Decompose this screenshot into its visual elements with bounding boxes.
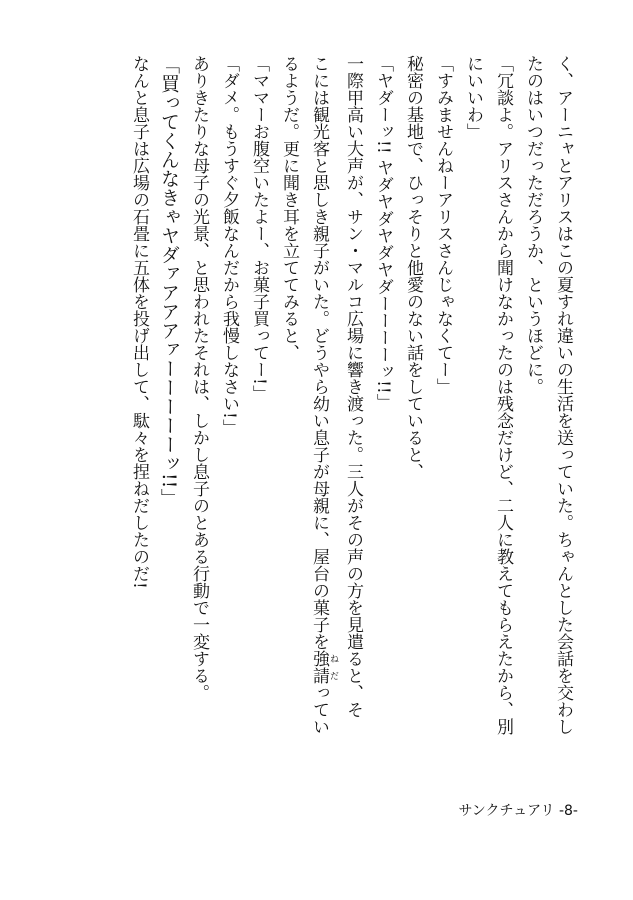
text-line: るようだ。更に聞き耳を立ててみると、	[279, 55, 299, 361]
text-line: こには観光客と思しき親子がいた。どうやら幼い息子が母親に、屋台の菓子を強請 ねだってい	[309, 55, 338, 735]
text-line: 「買ってくんなきゃヤダァアアアァーーーーーッ!!」	[158, 55, 180, 508]
text-line: 「ママーお腹空いたよー、お菓子買ってー!」	[249, 55, 269, 402]
text-line: く、アーニャとアリスはこの夏すれ違いの生活を送っていた。ちゃんとした会話を交わし	[553, 55, 573, 735]
text-line: にいいわ」	[463, 55, 483, 140]
text-line: 秘密の基地で、ひっそりと他愛のない話をしていると、	[403, 55, 423, 480]
text-line: 一際甲高い大声が、サン・マルコ広場に響き渡った。三人がその声の方を見遣ると、そ	[343, 55, 363, 718]
text-line: ありきたりな母子の光景、と思われたそれは、しかし息子のとある行動で一変する。	[189, 55, 209, 701]
text-line: たのはいつだっただろうか、というほどに。	[523, 55, 543, 395]
text-line: なんと息子は広場の石畳に五体を投げ出して、駄々を捏ねだしたのだ!	[129, 55, 149, 589]
vertical-text-block	[124, 55, 578, 775]
text-line: 「冗談よ。アリスさんから聞けなかったのは残念だけど、二人に教えてもらえたから、別	[493, 55, 513, 735]
text-line: 「ダメ。もうすぐ夕飯なんだから我慢しなさい!」	[219, 55, 239, 436]
ruby-word: 強請 ねだ	[309, 650, 338, 684]
ruby-reading: ねだ	[328, 650, 338, 684]
page-footer: サンクチュアリ -8-	[458, 803, 578, 819]
text-line: 「ヤダーッ!! ヤダヤダヤダヤダーーーーッ!!」	[373, 55, 393, 411]
text-line: 「すみませんねーアリスさんじゃなくてー」	[433, 55, 453, 395]
